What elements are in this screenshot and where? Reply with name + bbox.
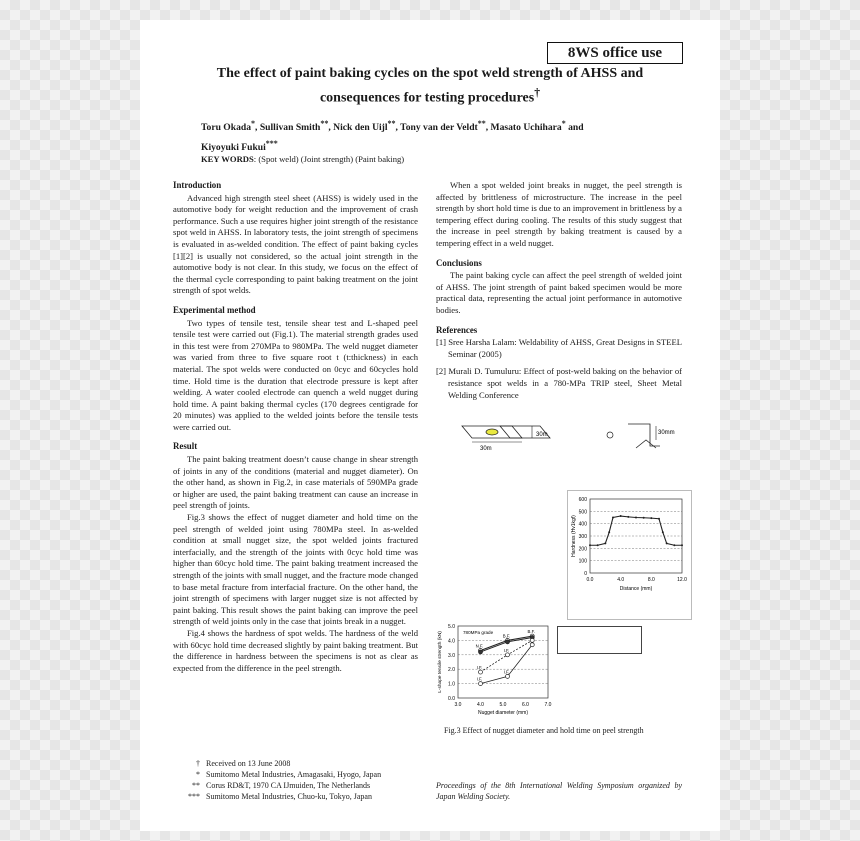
point-label: I.F. — [476, 676, 483, 682]
section-introduction: Introduction Advanced high strength steel sheet (AHSS) is widely used in the automotive body for weight reduction and the improvement of crash performance. Such a use requires higher joint strength of the resistance spot weld in AHSS. In laboratory tests, the joint strength of specimens is evaluated in as-welded condition. The effect of paint baking cycles [1][2] is usually not considered, so the actual joint strength in the automotive body is not clear. In this study, we focus on the effect of the thermal cycle corresponding to paint baking treatment on the joint strength of spot welds. — [173, 180, 418, 296]
data-point — [506, 640, 510, 644]
data-point — [666, 542, 668, 544]
data-point — [479, 670, 483, 674]
paper-page — [140, 20, 720, 831]
y-tick-label: 400 — [578, 521, 587, 528]
x-tick-label: 3.0 — [454, 702, 462, 708]
x-tick-label: 8.0 — [647, 577, 655, 583]
data-point — [620, 515, 622, 517]
data-point — [506, 674, 510, 678]
x-axis-label: Nugget diameter (mm) — [477, 710, 529, 716]
point-label: I.F. — [476, 665, 483, 671]
reference-item: [2] Murali D. Tumuluru: Effect of post-weld baking on the behavior of resistance spot welds in a 780-MPa TRIP steel, Sheet Metal Welding Conference — [436, 366, 682, 400]
title-dagger: † — [534, 86, 541, 99]
x-axis-label: Distance (mm) — [619, 586, 653, 592]
point-label: I.F. — [503, 669, 510, 675]
x-tick-label: 4.0 — [477, 702, 484, 708]
figure-caption: Fig.3 Effect of nugget diameter and hold time on peel strength — [444, 726, 644, 735]
author: Kiyoyuki Fukui — [201, 142, 266, 154]
footnote: * Sumitomo Metal Industries, Amagasaki, Hyogo, Japan — [196, 770, 382, 779]
l-shape-specimen-bottom — [636, 440, 656, 448]
author-list: Toru Okada*, Sullivan Smith**, Nick den Uijl**, Tony van der Veldt**, Masato Uchihara* and Kiyoyuki Fukui*** — [201, 119, 584, 154]
y-tick-label: 1.0 — [448, 681, 455, 688]
y-tick-label: 200 — [578, 546, 587, 553]
x-tick-label: 7.0 — [544, 702, 552, 708]
right-column — [436, 180, 682, 409]
hardness-chart — [568, 491, 691, 619]
x-tick-label: 0.0 — [586, 577, 594, 583]
data-point — [662, 531, 664, 533]
x-tick-label: 4.0 — [617, 577, 625, 583]
data-point — [650, 517, 652, 519]
weld-nugget — [486, 429, 498, 435]
y-axis-label: L-shape tensile strength (kN) — [438, 631, 443, 693]
author: Nick den Uijl — [333, 122, 388, 134]
footnote: *** Sumitomo Metal Industries, Chuo-ku, Tokyo, Japan — [188, 792, 372, 801]
footnotes — [180, 758, 381, 802]
point-label: I.F. — [503, 647, 510, 653]
data-point — [658, 518, 660, 520]
y-tick-label: 100 — [578, 558, 587, 565]
data-point — [597, 544, 599, 546]
data-point — [612, 517, 614, 519]
left-column — [173, 180, 418, 682]
l-shape-specimen-top — [628, 424, 660, 446]
x-tick-label: 12.0 — [677, 577, 687, 583]
section-result: Result The paint baking treatment doesn’t cause change in shear strength of joints in any of the conditions (material and nugget diameter). On the other hand, as shown in Fig.2, in case materials of 590MPa grade or higher are used, the paint baking treatment can cause an increase in peel strength of joints. Fig.3 shows the effect of nugget diameter and hold time on the peel strength of welded joint using 780MPa steel. In as-welded condition at small nugget size, the spot welded joints fractured interfacially, and the strength of the joints with 0cyc hold time was higher than 60cyc hold time. The paint baking treatment increased the strength of the joints with small nugget, and the fracture mode changed to base metal fracture from interfacial fracture. On the other hand, the joint strength of specimens with larger nugget size is not affected by paint baking. This result shows the paint baking can improve the peel strength of weld joints only in the case that joints break in a nugget. Fig.4 shows the hardness of spot welds. The hardness of the weld with 60cyc hold time decreased slightly by paint baking treatment. But the difference in hardness between the specimens is not as clear as expected from the difference in the peel strength. — [173, 441, 418, 673]
paper-title: The effect of paint baking cycles on the spot weld strength of AHSS and consequences for testing procedures† — [216, 66, 644, 106]
footnote: † Received on 13 June 2008 — [196, 759, 291, 768]
data-point — [673, 544, 675, 546]
author: Masato Uchihara — [490, 122, 562, 134]
data-point — [604, 542, 606, 544]
specimen-diagram — [450, 420, 690, 470]
point-label: N.F. — [475, 643, 484, 649]
section-experimental-method: Experimental method Two types of tensile test, tensile shear test and L-shaped peel tensile test were carried out (Fig.1). The material strength grades used in this test were from 270MPa to 980MPa. The weld nugget diameter was varied from three to five square root t (t:thickness) in each material. The spot welds were conducted on 0cyc and 60cycles hold time. Hold time is the duration that electrode pressure is kept after welding. A water cooled electrode can quench a weld nugget during hold time. A paint baking thermal cycles (170 degrees centigrade for 20 minutes) was applied to the welded joints before the tensile tests were carried out. — [173, 304, 418, 432]
y-tick-label: 4.0 — [448, 638, 455, 645]
author: Sullivan Smith — [259, 122, 321, 134]
x-tick-label: 5.0 — [499, 702, 507, 708]
chart-annotation: 780MPa grade — [463, 630, 494, 635]
dimension-label: 30mm — [658, 430, 675, 436]
y-tick-label: 0 — [584, 571, 587, 577]
reference-item: [1] Sree Harsha Lalam: Weldability of AHSS, Great Designs in STEEL Seminar (2005) — [436, 337, 682, 359]
data-point — [589, 544, 591, 546]
dimension-label: 30m — [480, 446, 492, 452]
footnote: ** Corus RD&T, 1970 CA IJmuiden, The Netherlands — [192, 781, 371, 790]
y-axis-label: Hardness (Hv1kgf) — [571, 515, 577, 557]
data-point — [530, 643, 534, 647]
dimension-label: 30m — [536, 432, 548, 438]
y-tick-label: 5.0 — [448, 624, 455, 630]
data-point — [627, 516, 629, 518]
data-point — [506, 653, 510, 657]
y-tick-label: 300 — [578, 534, 587, 540]
y-tick-label: 3.0 — [448, 652, 455, 659]
proceedings-note: Proceedings of the 8th International Welding Symposium organized by Japan Welding Society. — [436, 781, 682, 801]
y-tick-label: 2.0 — [448, 667, 455, 674]
peel-nugget — [607, 432, 613, 438]
y-tick-label: 500 — [578, 509, 587, 516]
section-conclusions: Conclusions The paint baking cycle can affect the peel strength of welded joint of AHSS. The joint strength of paint baked specimen would be more practical data, representing the actual joint performance in automotive bodies. — [436, 257, 682, 315]
y-tick-label: 600 — [578, 497, 587, 503]
point-label: B.F. — [502, 633, 511, 639]
data-point — [635, 517, 637, 519]
author: Tony van der Veldt — [400, 122, 478, 134]
data-point — [608, 531, 610, 533]
keywords: KEY WORDS: (Spot weld) (Joint strength) (Paint baking) — [201, 154, 405, 164]
data-point — [479, 650, 483, 654]
data-point — [479, 682, 483, 686]
legend-box — [557, 626, 642, 654]
series-line — [590, 516, 682, 545]
section-references: References [1] Sree Harsha Lalam: Weldability of AHSS, Great Designs in STEEL Seminar (2005) [2] Murali D. Tumuluru: Effect of post-weld baking on the behavior of resistance spot welds in a 780-MPa TRIP steel, Sheet Metal Welding Conference — [436, 324, 682, 400]
section-result-continued: When a spot welded joint breaks in nugget, the peel strength is affected by brittleness of microstructure. The increase in the peel strength by short hold time is due to an improvement in brittleness by a tempering effect during cooling. The results of this study suggest that the increase in peel strength by baking treatment is caused by a tempering effect in a weld nugget. — [436, 180, 682, 248]
data-point — [681, 544, 683, 546]
data-point — [643, 517, 645, 519]
point-label: B.F. — [527, 629, 535, 635]
peel-strength-chart — [432, 618, 562, 728]
hardness-chart-frame — [567, 490, 692, 620]
office-use-box: 8WS office use — [547, 42, 683, 64]
x-tick-label: 6.0 — [522, 702, 529, 708]
y-tick-label: 0.0 — [448, 696, 455, 702]
author: Toru Okada — [201, 122, 252, 134]
data-point — [530, 638, 534, 642]
